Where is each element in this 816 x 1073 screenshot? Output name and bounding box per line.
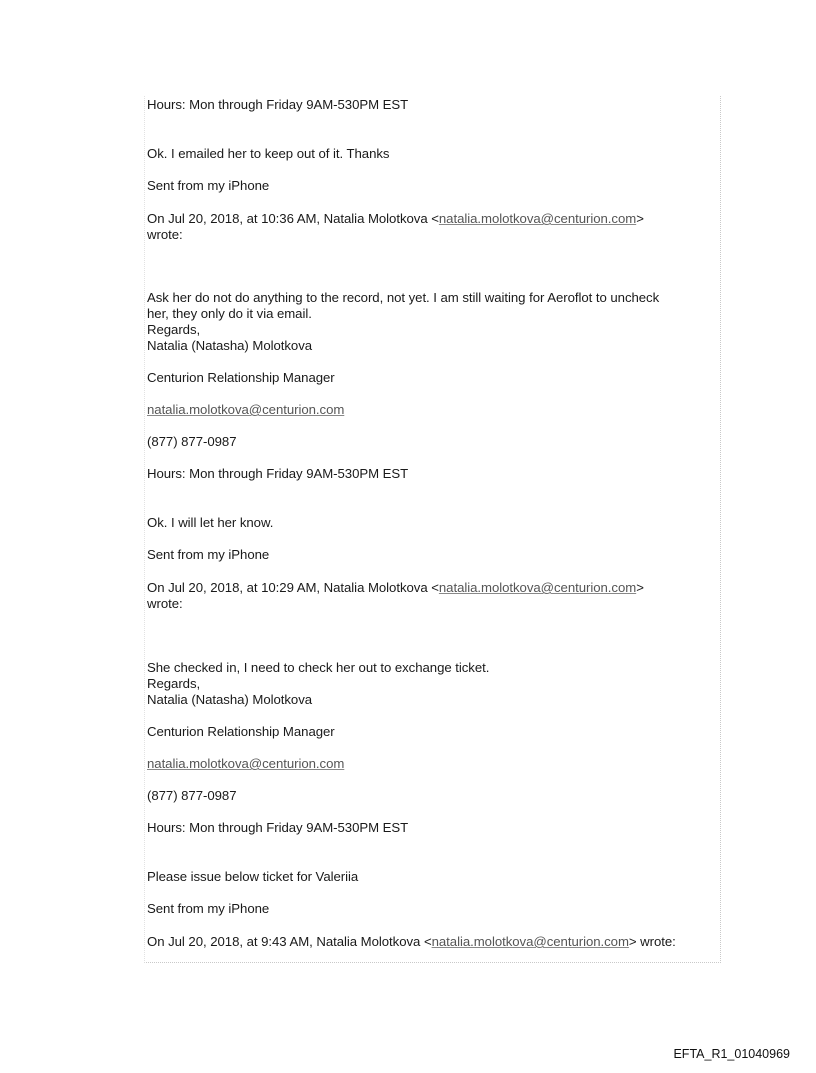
message-text: Ask her do not do anything to the record, not yet. I am still waiting for Aeroflot to uncheck — [147, 290, 660, 305]
quote-header-prefix: On Jul 20, 2018, at 10:29 AM, Natalia Molotkova < — [147, 580, 439, 595]
quote-header-prefix: On Jul 20, 2018, at 9:43 AM, Natalia Molotkova < — [147, 934, 432, 949]
hours-line: Hours: Mon through Friday 9AM-530PM EST — [147, 820, 409, 835]
signature-title: Centurion Relationship Manager — [147, 724, 335, 739]
quote-header-wrote: wrote: — [147, 596, 183, 611]
quote-header-suffix: > wrote: — [628, 934, 676, 949]
quote-header-suffix: > — [636, 211, 644, 226]
signature-email-link[interactable]: natalia.molotkova@centurion.com — [147, 756, 345, 771]
signature-regards: Regards, — [147, 676, 201, 691]
message-text: her, they only do it via email. — [147, 306, 312, 321]
signature-name: Natalia (Natasha) Molotkova — [147, 692, 313, 707]
message-text: Please issue below ticket for Valeriia — [147, 869, 359, 884]
quote-header — [147, 211, 644, 227]
hours-line: Hours: Mon through Friday 9AM-530PM EST — [147, 97, 409, 112]
quote-header-prefix: On Jul 20, 2018, at 10:36 AM, Natalia Molotkova < — [147, 211, 439, 226]
signature-regards: Regards, — [147, 322, 201, 337]
sent-from-line: Sent from my iPhone — [147, 178, 270, 193]
signature-name: Natalia (Natasha) Molotkova — [147, 338, 313, 353]
message-text: She checked in, I need to check her out to exchange ticket. — [147, 660, 490, 675]
signature-phone: (877) 877-0987 — [147, 788, 237, 803]
hours-line: Hours: Mon through Friday 9AM-530PM EST — [147, 466, 409, 481]
email-link[interactable]: natalia.molotkova@centurion.com — [431, 934, 629, 949]
sent-from-line: Sent from my iPhone — [147, 901, 270, 916]
document-id: EFTA_R1_01040969 — [673, 1047, 790, 1061]
quote-header-suffix: > — [636, 580, 644, 595]
message-text: Ok. I will let her know. — [147, 515, 274, 530]
quote-header — [147, 580, 644, 596]
quote-header-wrote: wrote: — [147, 227, 183, 242]
sent-from-line: Sent from my iPhone — [147, 547, 270, 562]
email-link[interactable]: natalia.molotkova@centurion.com — [438, 580, 637, 595]
message-text: Ok. I emailed her to keep out of it. Thanks — [147, 146, 390, 161]
signature-email-link[interactable]: natalia.molotkova@centurion.com — [147, 402, 345, 417]
email-link[interactable]: natalia.molotkova@centurion.com — [438, 211, 637, 226]
signature-phone: (877) 877-0987 — [147, 434, 237, 449]
quote-header — [147, 934, 676, 950]
signature-title: Centurion Relationship Manager — [147, 370, 335, 385]
